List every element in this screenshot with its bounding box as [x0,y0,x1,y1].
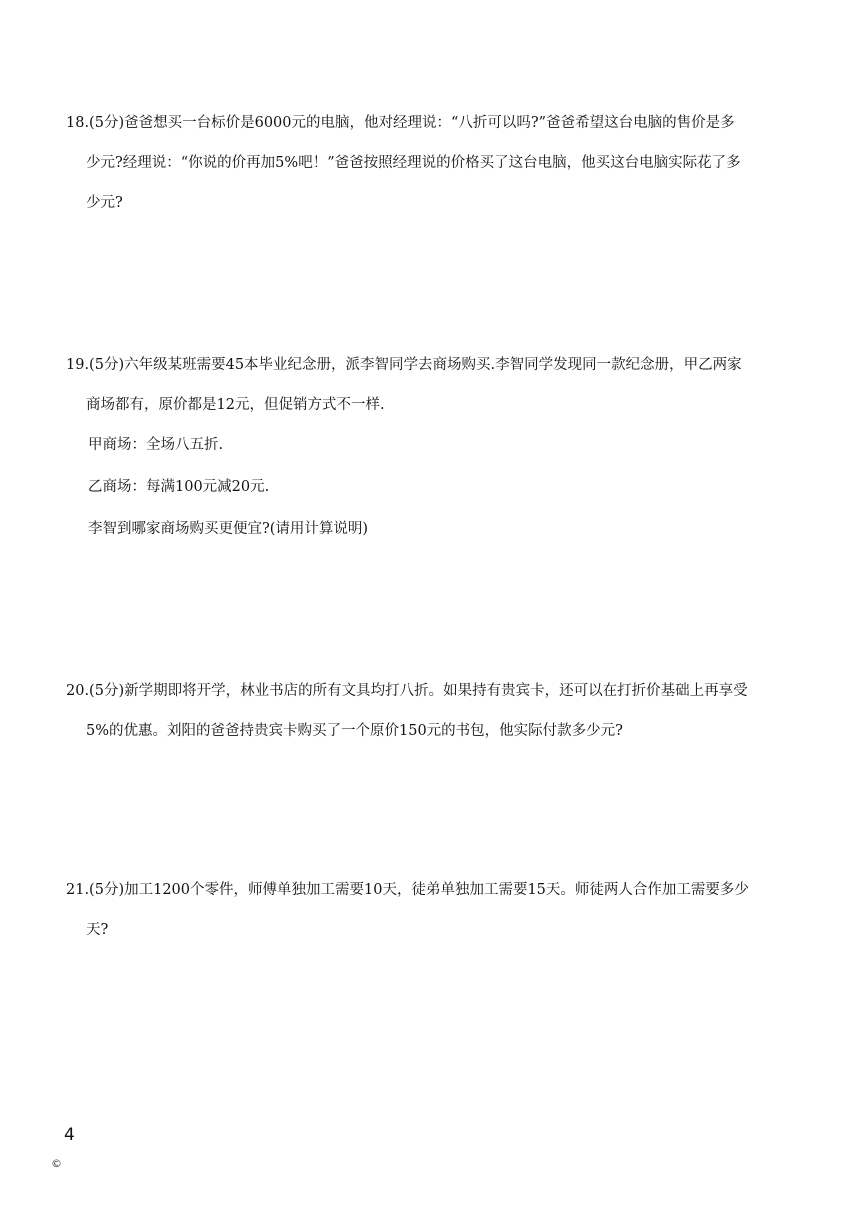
question-19-line-2: 商场都有，原价都是12元，但促销方式不一样. [86,397,385,413]
question-18-line-1: 18.(5分)爸爸想买一台标价是6000元的电脑，他对经理说：“八折可以吗?”爸爸希望这台电脑的售价是多 [66,115,735,131]
question-21-line-2: 天? [86,922,109,938]
question-21-line-1: 21.(5分)加工1200个零件，师傅单独加工需要10天，徒弟单独加工需要15天。师徒两人合作加工需要多少 [66,882,749,898]
question-18-line-2: 少元?经理说：“你说的价再加5%吧！”爸爸按照经理说的价格买了这台电脑，他买这台电脑实际花了多 [86,155,741,171]
page-number: 4 [64,1125,75,1145]
question-19-option-a: 甲商场：全场八五折. [88,437,224,453]
question-19-line-1: 19.(5分)六年级某班需要45本毕业纪念册，派李智同学去商场购买.李智同学发现同一款纪念册，甲乙两家 [66,357,742,373]
question-19-option-b: 乙商场：每满100元减20元. [88,479,270,495]
copyright-mark: © [51,1157,62,1170]
question-20 [66,681,806,761]
question-19-prompt: 李智到哪家商场购买更便宜?(请用计算说明) [88,521,369,537]
question-19 [66,355,806,561]
question-18 [66,113,806,233]
question-21 [66,880,806,960]
question-20-line-1: 20.(5分)新学期即将开学，林业书店的所有文具均打八折。如果持有贵宾卡，还可以在打折价基础上再享受 [66,683,748,699]
question-20-line-2: 5%的优惠。刘阳的爸爸持贵宾卡购买了一个原价150元的书包，他实际付款多少元? [86,723,623,739]
question-18-line-3: 少元? [86,195,123,211]
